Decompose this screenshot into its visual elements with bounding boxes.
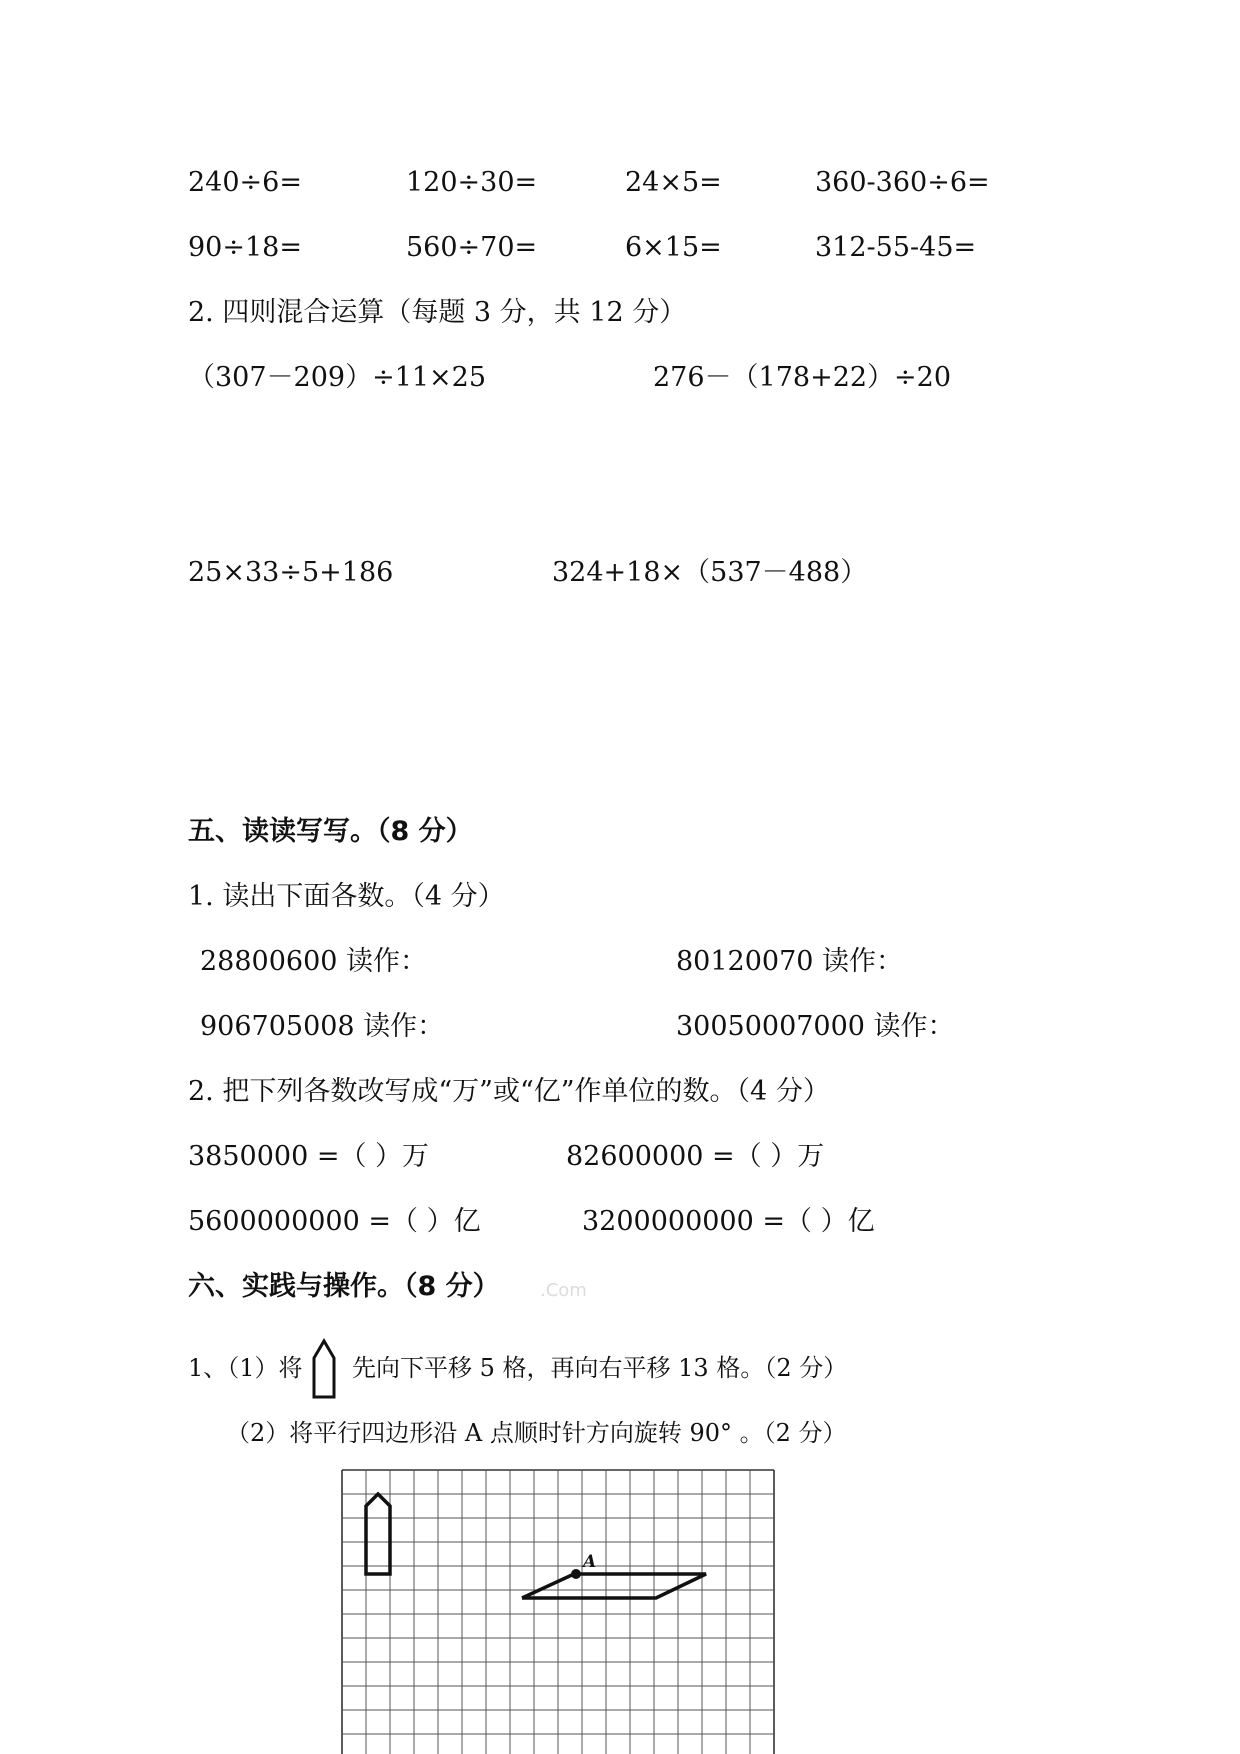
section5-q2-heading: 2. 把下列各数改写成“万”或“亿”作单位的数。（4 分） xyxy=(188,1076,830,1107)
rewrite-item-2: 82600000 =（ ）万 xyxy=(566,1141,825,1172)
rewrite-item-3: 5600000000 =（ ）亿 xyxy=(188,1206,481,1237)
read-item-1: 28800600 读作： xyxy=(200,946,428,977)
oral-calc-2-2: 560÷70= xyxy=(406,232,538,263)
oral-calc-1-1: 240÷6= xyxy=(188,167,302,198)
section6-q2: （2）将平行四边形沿 A 点顺时针方向旋转 90° 。（2 分） xyxy=(226,1419,847,1447)
grid-diagram xyxy=(340,1468,788,1754)
oral-calc-1-3: 24×5= xyxy=(625,167,722,198)
oral-calc-1-4: 360-360÷6= xyxy=(815,167,990,198)
read-item-4: 30050007000 读作： xyxy=(676,1011,955,1042)
mixed-op-problem-2: 276－（178+22）÷20 xyxy=(653,362,952,393)
section6-q1-prefix: 1、（1）将 xyxy=(188,1354,303,1382)
section5-title: 五、读读写写。（8 分） xyxy=(188,816,473,847)
mixed-op-problem-4: 324+18×（537－488） xyxy=(552,557,868,588)
rewrite-item-4: 3200000000 =（ ）亿 xyxy=(582,1206,875,1237)
section6-q1-suffix: 先向下平移 5 格，再向右平移 13 格。（2 分） xyxy=(352,1354,848,1382)
pencil-shape-icon xyxy=(311,1338,337,1400)
point-a-dot xyxy=(571,1569,581,1579)
section6-title: 六、实践与操作。（8 分） xyxy=(188,1271,500,1302)
section5-q1-heading: 1. 读出下面各数。（4 分） xyxy=(188,881,505,912)
oral-calc-2-3: 6×15= xyxy=(625,232,722,263)
read-item-3: 906705008 读作： xyxy=(200,1011,445,1042)
mixed-op-problem-3: 25×33÷5+186 xyxy=(188,557,394,588)
mixed-ops-heading: 2. 四则混合运算（每题 3 分，共 12 分） xyxy=(188,297,687,328)
oral-calc-1-2: 120÷30= xyxy=(406,167,538,198)
point-a-label: A xyxy=(583,1552,597,1572)
grid-lines xyxy=(342,1470,774,1754)
mixed-op-problem-1: （307－209）÷11×25 xyxy=(188,362,487,393)
oral-calc-2-1: 90÷18= xyxy=(188,232,302,263)
read-item-2: 80120070 读作： xyxy=(676,946,904,977)
watermark-text: .Com xyxy=(540,1280,587,1301)
oral-calc-2-4: 312-55-45= xyxy=(815,232,977,263)
pencil-shape xyxy=(366,1494,390,1574)
rewrite-item-1: 3850000 =（ ）万 xyxy=(188,1141,430,1172)
